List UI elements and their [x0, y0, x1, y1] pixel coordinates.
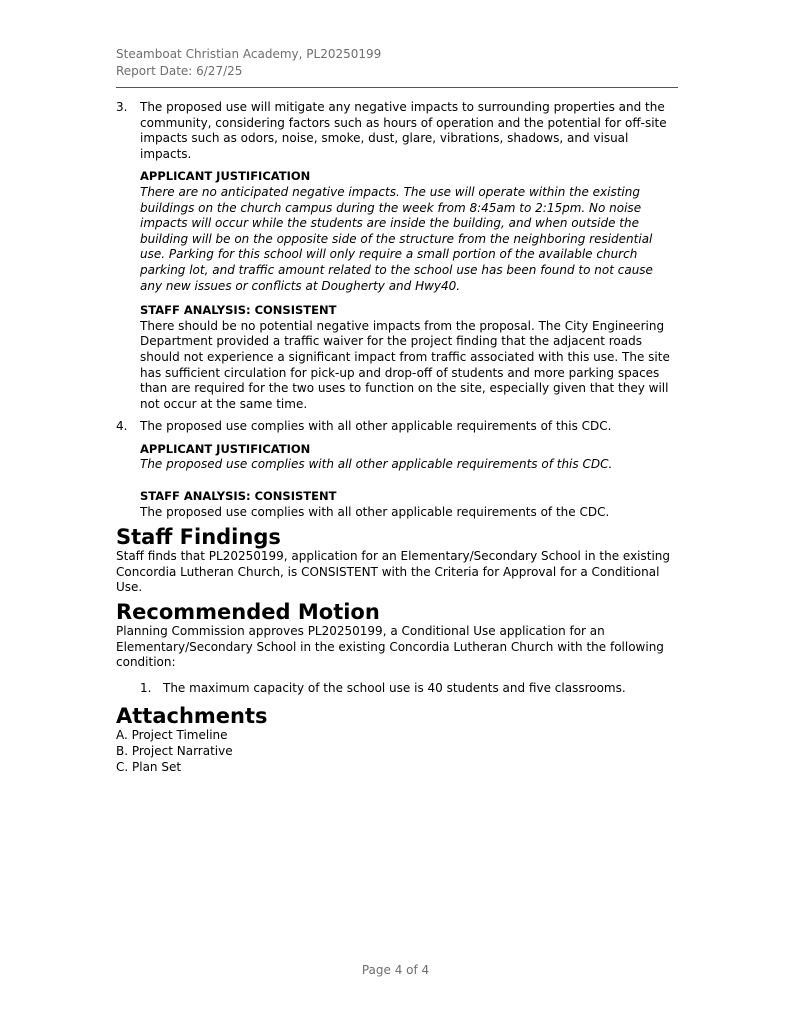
report-body: [116, 100, 678, 775]
criterion-text: The proposed use will mitigate any negative impacts to surrounding properties and the community, considering factors such as hours of operation and the potential for off-site impacts such as odors, noise, smoke, dust, glare, vibrations, shadows, and visual impacts.: [140, 100, 667, 161]
staff-findings-text: Staff finds that PL20250199, application for an Elementary/Secondary School in the existing Concordia Lutheran Church, is CONSISTENT with the Criteria for Approval for a Conditional Use.: [116, 549, 671, 595]
header-divider: [116, 87, 678, 88]
staff-analysis-label: STAFF ANALYSIS: CONSISTENT: [140, 489, 337, 504]
header-report-date: Report Date: 6/27/25: [116, 63, 243, 78]
page-number: Page 4 of 4: [361, 963, 430, 977]
staff-analysis-text: The proposed use complies with all other applicable requirements of the CDC.: [140, 504, 610, 519]
recommended-motion-heading: Recommended Motion: [116, 600, 380, 625]
criterion-4-staff: [116, 489, 678, 520]
attachment-item: B. Project Narrative: [116, 744, 233, 758]
staff-findings-heading: Staff Findings: [116, 525, 281, 550]
criterion-3-staff: [116, 303, 678, 412]
condition-text: The maximum capacity of the school use is 40 students and five classrooms.: [163, 680, 626, 695]
attachment-item: A. Project Timeline: [116, 728, 228, 743]
applicant-justification-text: The proposed use complies with all other applicable requirements of this CDC.: [140, 457, 613, 472]
criterion-4-applicant: [116, 442, 678, 473]
criterion-number: 4.: [116, 419, 128, 434]
staff-analysis-label: STAFF ANALYSIS: CONSISTENT: [140, 303, 337, 318]
recommended-motion-text: Planning Commission approves PL20250199, a Conditional Use application for an Elementary/Secondary School in the existing Concordia Lutheran Church with the following condition:: [116, 624, 664, 670]
attachments-heading: Attachments: [116, 704, 268, 729]
criterion-number: 3.: [116, 100, 128, 114]
criterion-3: [116, 100, 678, 162]
staff-analysis-text: There should be no potential negative impacts from the proposal. The City Engineering Department provided a traffic waiver for the project finding that the adjacent roads should not experience a significant impact from traffic associated with this use. The site has sufficient circulation for pick-up and drop-off of students and more parking spaces than are required for the two uses to function on the site, especially given that they will not occur at the same time.: [140, 318, 670, 411]
header-title: Steamboat Christian Academy, PL20250199: [116, 47, 382, 61]
applicant-justification-text: There are no anticipated negative impacts. The use will operate within the existing buildings on the church campus during the week from 8:45am to 2:15pm. No noise impacts will occur while the students are inside the building, and when outside the building will be on the opposite side of the structure from the neighboring residential use. Parking for this school will only require a small portion of the available church parking lot, and traffic amount related to the school use has been found to not cause any new issues or conflicts at Dougherty and Hwy40.: [140, 184, 653, 293]
criterion-text: The proposed use complies with all other applicable requirements of this CDC.: [140, 419, 612, 434]
condition-number: 1.: [140, 680, 152, 695]
criterion-4: [116, 419, 678, 435]
criterion-3-applicant: [116, 169, 678, 294]
page-header: [116, 46, 678, 79]
applicant-justification-label: APPLICANT JUSTIFICATION: [140, 441, 311, 456]
applicant-justification-label: APPLICANT JUSTIFICATION: [140, 169, 311, 184]
condition-1: [116, 681, 678, 697]
attachment-item: C. Plan Set: [116, 759, 182, 774]
